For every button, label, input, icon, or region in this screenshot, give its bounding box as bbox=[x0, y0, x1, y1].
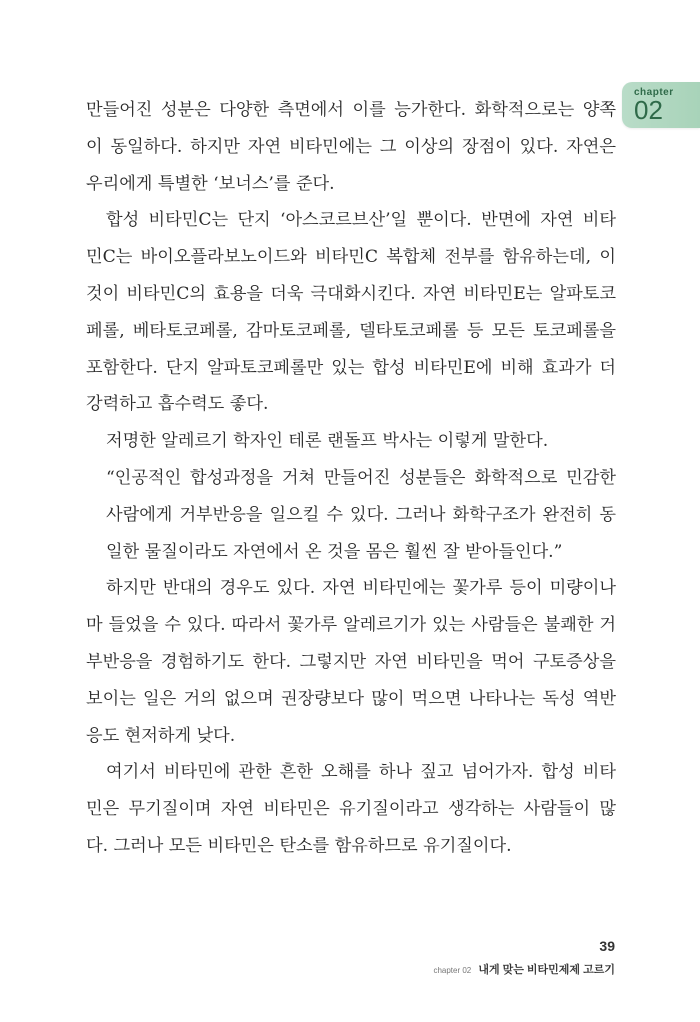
body-line: 페롤, 베타토코페롤, 감마토코페롤, 델타토코페롤 등 모든 토코페롤을 bbox=[86, 320, 616, 341]
body-line: 부반응을 경험하기도 한다. 그렇지만 자연 비타민을 먹어 구토증상을 bbox=[86, 651, 616, 672]
body-line: 보이는 일은 거의 없으며 권장량보다 많이 먹으면 나타나는 독성 역반 bbox=[86, 688, 616, 709]
body-line: 다. 그러나 모든 비타민은 탄소를 함유하므로 유기질이다. bbox=[86, 835, 512, 856]
running-footer bbox=[433, 961, 615, 977]
body-line: 우리에게 특별한 ‘보너스’를 준다. bbox=[86, 173, 335, 194]
footer-chapter-label: chapter 02 bbox=[433, 966, 472, 975]
body-line: 저명한 알레르기 학자인 테론 랜돌프 박사는 이렇게 말한다. bbox=[106, 431, 549, 452]
body-line: 것이 비타민C의 효용을 더욱 극대화시킨다. 자연 비타민E는 알파토코 bbox=[86, 283, 616, 304]
body-line: 이 동일하다. 하지만 자연 비타민에는 그 이상의 장점이 있다. 자연은 bbox=[86, 136, 616, 157]
body-line: 마 들었을 수 있다. 따라서 꽃가루 알레르기가 있는 사람들은 불쾌한 거 bbox=[86, 615, 616, 636]
quote-line: “인공적인 합성과정을 거쳐 만들어진 성분들은 화학적으로 민감한 bbox=[106, 467, 616, 488]
body-line: 민은 무기질이며 자연 비타민은 유기질이라고 생각하는 사람들이 많 bbox=[86, 799, 616, 820]
chapter-tab bbox=[622, 82, 700, 128]
body-line: 만들어진 성분은 다양한 측면에서 이를 능가한다. 화학적으로는 양쪽 bbox=[86, 100, 616, 120]
chapter-label: chapter bbox=[634, 87, 674, 98]
body-line: 포함한다. 단지 알파토코페롤만 있는 합성 비타민E에 비해 효과가 더 bbox=[86, 357, 616, 378]
page-number: 39 bbox=[599, 938, 615, 954]
body-line: 합성 비타민C는 단지 ‘아스코르브산’일 뿐이다. 반면에 자연 비타 bbox=[106, 210, 616, 231]
body-line: 하지만 반대의 경우도 있다. 자연 비타민에는 꽃가루 등이 미량이나 bbox=[106, 578, 616, 599]
body-line: 강력하고 흡수력도 좋다. bbox=[86, 394, 269, 415]
quote-line: 사람에게 거부반응을 일으킬 수 있다. 그러나 화학구조가 완전히 동 bbox=[106, 504, 616, 525]
body-text bbox=[86, 92, 616, 865]
body-line: 민C는 바이오플라보노이드와 비타민C 복합체 전부를 함유하는데, 이 bbox=[86, 247, 616, 268]
body-line: 여기서 비타민에 관한 흔한 오해를 하나 짚고 넘어가자. 합성 비타 bbox=[106, 762, 616, 783]
body-line: 응도 현저하게 낮다. bbox=[86, 725, 236, 746]
quote-line: 일한 물질이라도 자연에서 온 것을 몸은 훨씬 잘 받아들인다.” bbox=[106, 541, 563, 562]
chapter-number: 02 bbox=[634, 95, 663, 125]
footer-chapter-title: 내게 맞는 비타민제제 고르기 bbox=[478, 964, 615, 976]
